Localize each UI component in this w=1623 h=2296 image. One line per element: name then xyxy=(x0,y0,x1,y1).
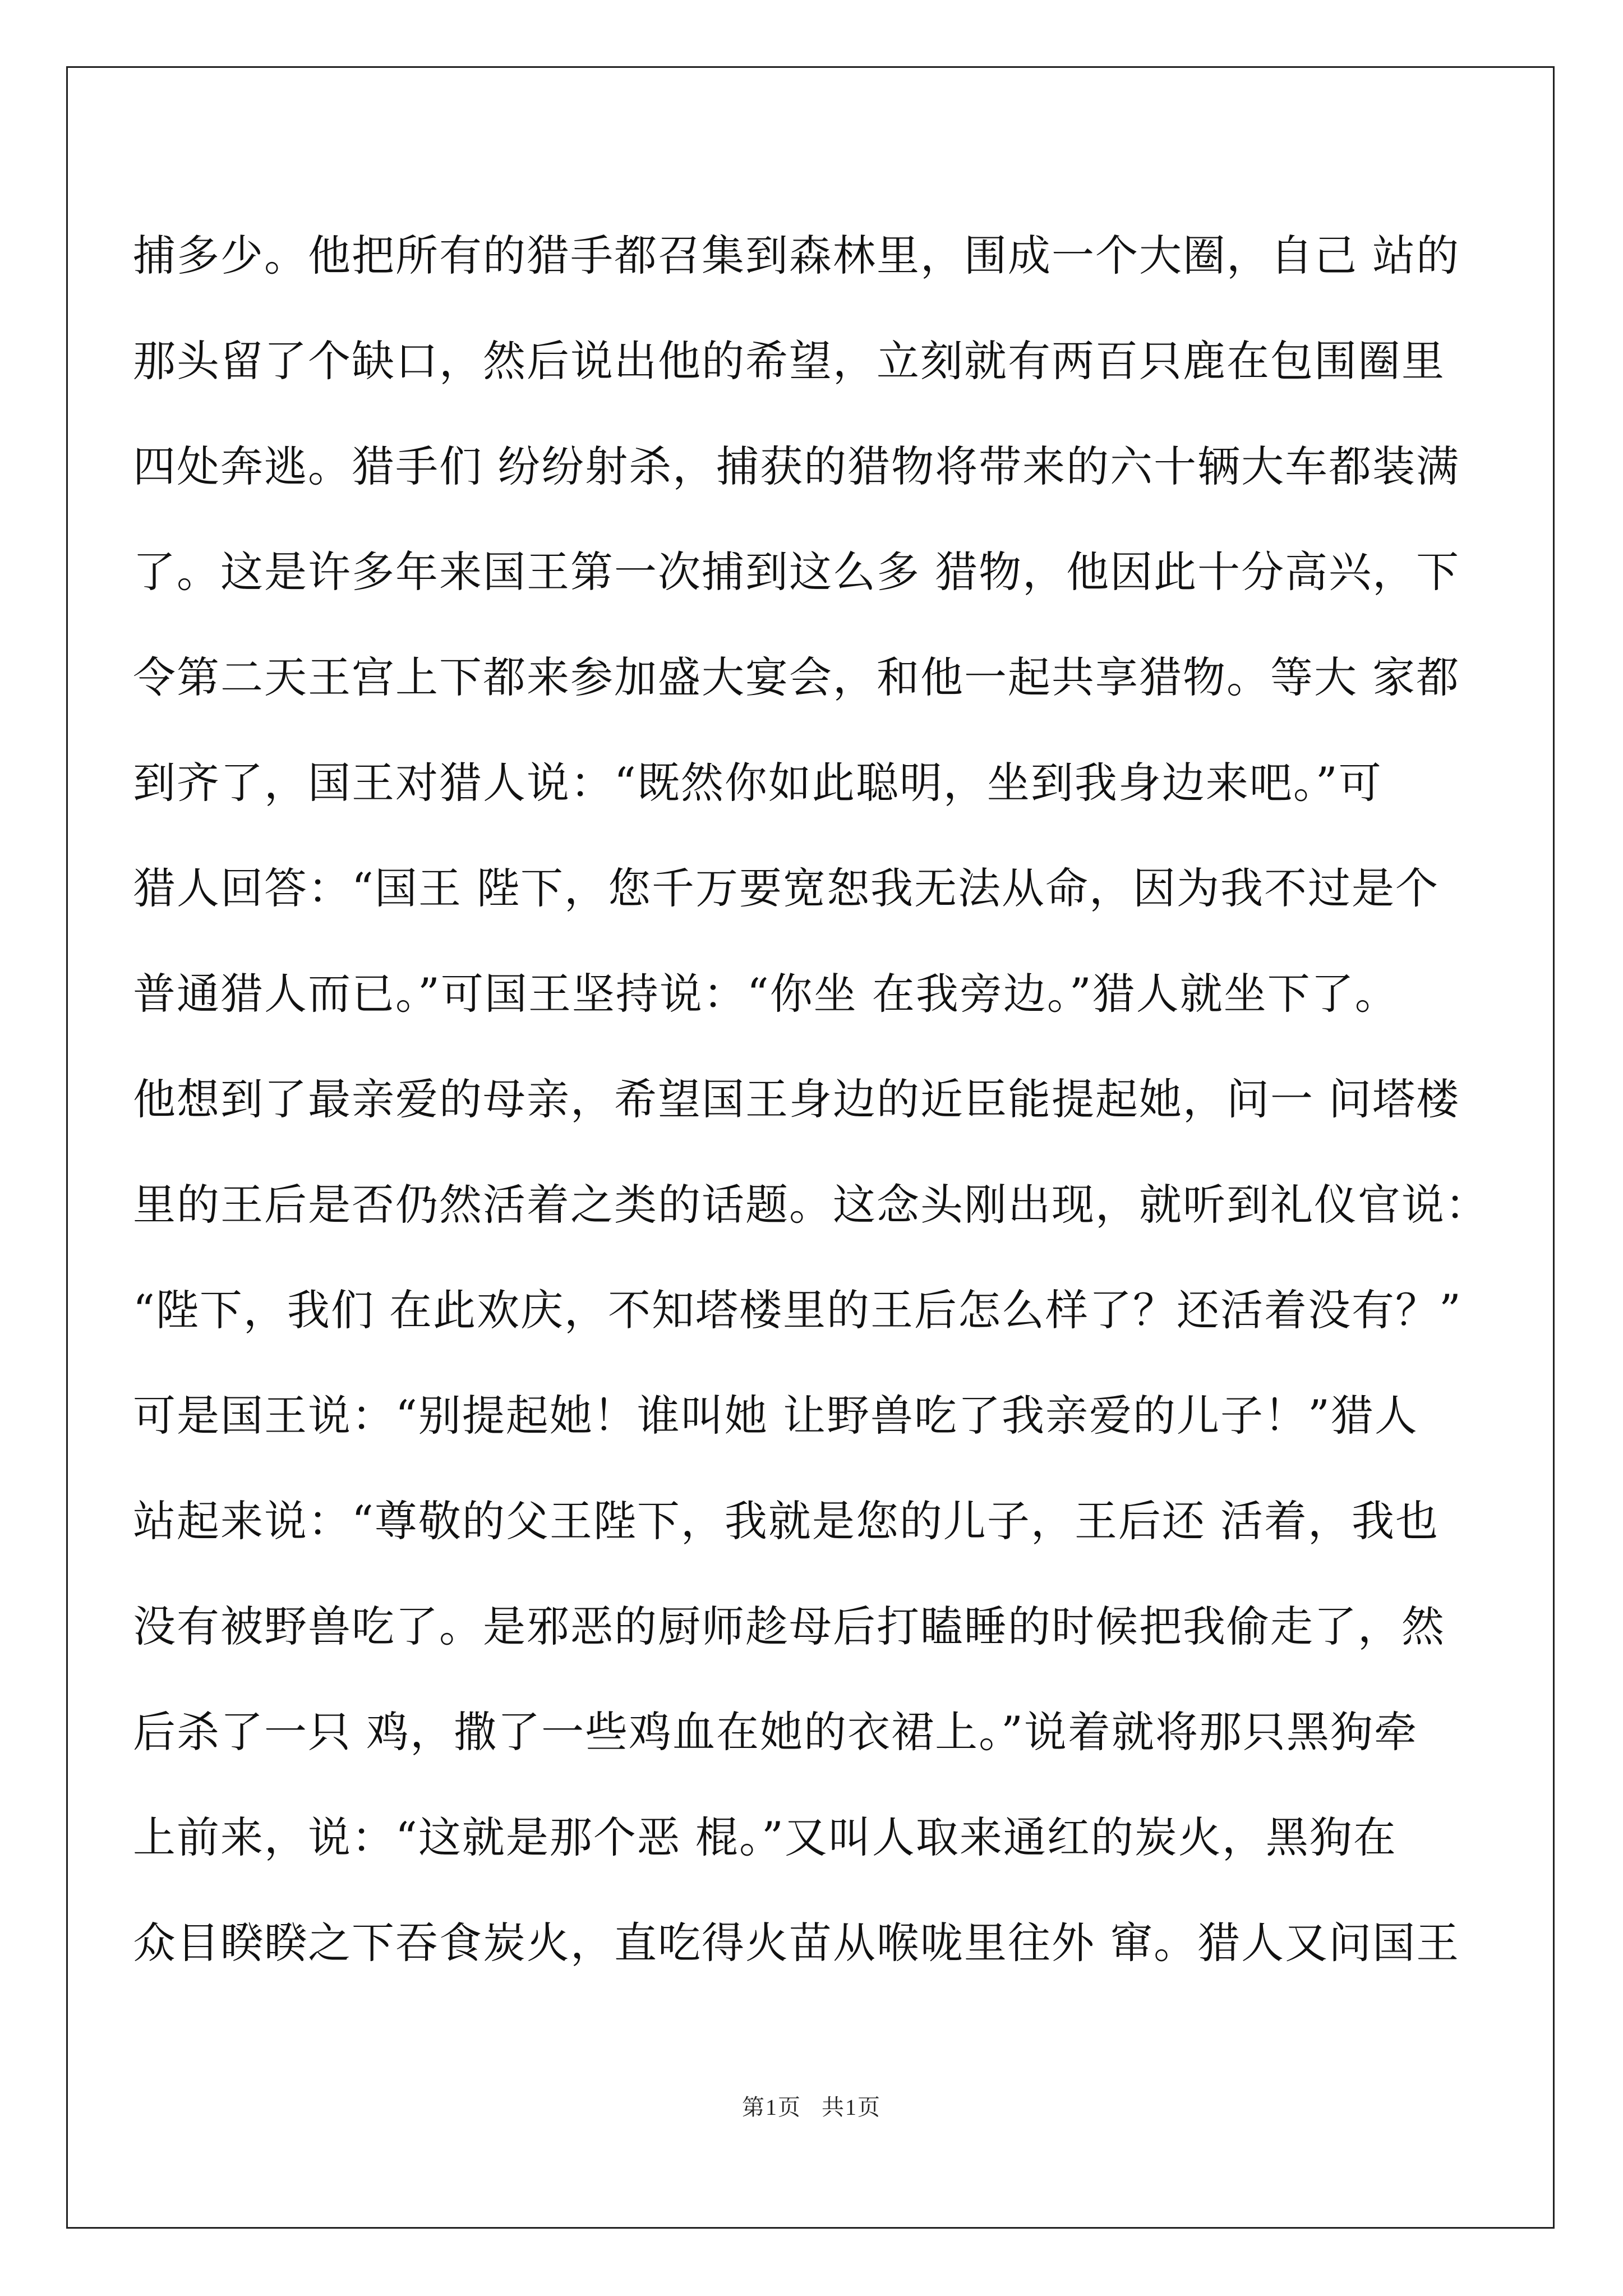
text-line-16: 上前来，说：“这就是那个恶 棍。”又叫人取来通红的炭火，黑狗在 xyxy=(133,1812,1397,1862)
text-line-7: 猎人回答：“国王 陛下，您千万要宽恕我无法从命，因为我不过是个 xyxy=(133,863,1440,913)
text-line-11: “陛下，我们 在此欢庆，不知塔楼里的王后怎么样了？还活着没有？” xyxy=(133,1285,1462,1335)
text-line-8: 普通猎人而已。”可国王坚持说：“你坐 在我旁边。”猎人就坐下了。 xyxy=(133,969,1399,1019)
text-line-3: 四处奔逃。猎手们 纷纷射杀，捕获的猎物将带来的六十辆大车都装满 xyxy=(133,441,1460,491)
text-line-1: 捕多少。他把所有的猎手都召集到森林里，围成一个大圈，自己 站的 xyxy=(133,231,1460,280)
text-line-15: 后杀了一只 鸡，撒了一些鸡血在她的衣裙上。”说着就将那只黑狗牵 xyxy=(133,1707,1418,1757)
text-line-6: 到齐了，国王对猎人说：“既然你如此聪明，坐到我身边来吧。”可 xyxy=(133,758,1382,808)
document-body xyxy=(133,203,1490,1996)
page-number-footer: 第1页 共1页 xyxy=(742,2095,881,2120)
text-line-13: 站起来说：“尊敬的父王陛下，我就是您的儿子，王后还 活着，我也 xyxy=(133,1496,1440,1546)
text-line-17: 众目睽睽之下吞食炭火，直吃得火苗从喉咙里往外 窜。猎人又问国王 xyxy=(133,1918,1460,1968)
text-line-10: 里的王后是否仍然活着之类的话题。这念头刚出现，就听到礼仪官说： xyxy=(133,1180,1489,1230)
text-line-4: 了。这是许多年来国王第一次捕到这么多 猎物，他因此十分高兴，下 xyxy=(133,547,1460,597)
text-line-2: 那头留了个缺口，然后说出他的希望，立刻就有两百只鹿在包围圈里 xyxy=(133,336,1445,386)
text-line-12: 可是国王说：“别提起她！谁叫她 让野兽吃了我亲爱的儿子！”猎人 xyxy=(133,1391,1418,1441)
text-line-9: 他想到了最亲爱的母亲，希望国王身边的近臣能提起她，问一 问塔楼 xyxy=(133,1074,1460,1124)
text-line-5: 令第二天王宫上下都来参加盛大宴会，和他一起共享猎物。等大 家都 xyxy=(133,652,1460,702)
text-line-14: 没有被野兽吃了。是邪恶的厨师趁母后打瞌睡的时候把我偷走了，然 xyxy=(133,1602,1445,1651)
